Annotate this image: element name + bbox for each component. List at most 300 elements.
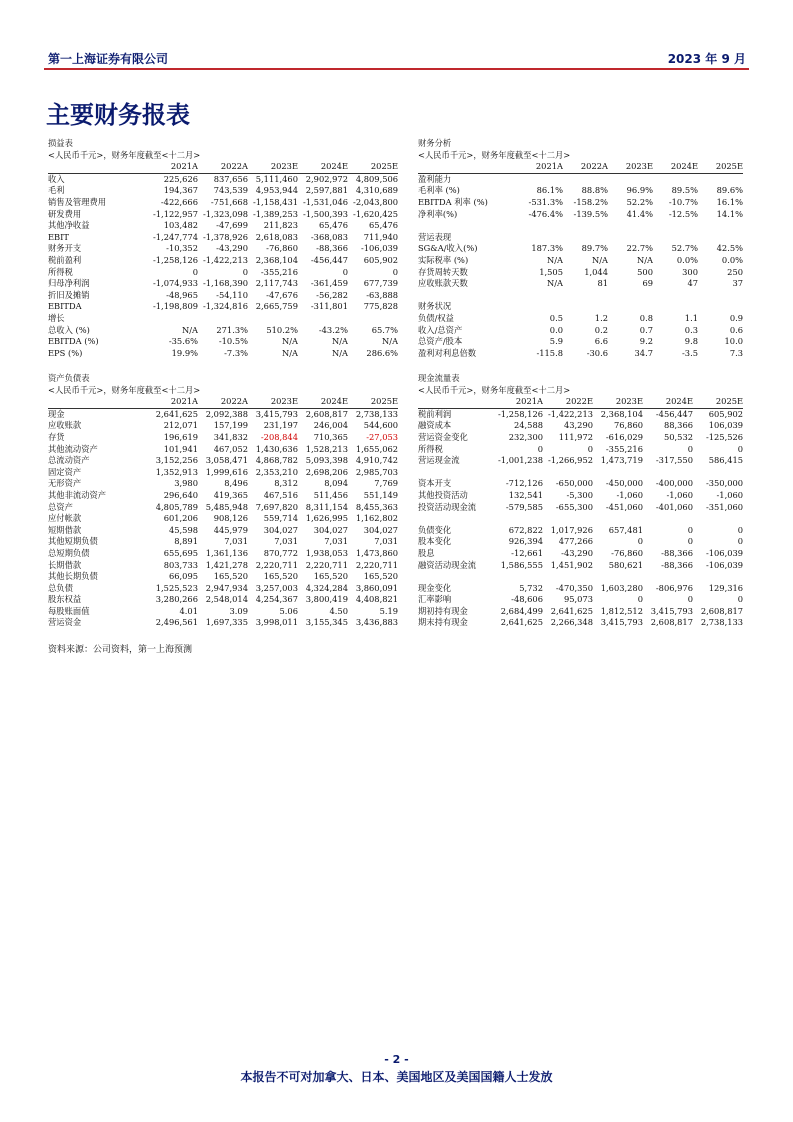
row-label: 应收账款 [48,420,82,431]
table-row [418,220,743,232]
cell-value: 69 [642,278,653,289]
table-row [48,301,398,313]
row-label: 财务状况 [418,301,452,312]
cell-value: -47,699 [216,220,248,231]
cell-value: -76,860 [266,243,298,254]
table-row [418,467,743,479]
cell-value [593,513,643,525]
cell-value [653,301,698,313]
cell-value: 43,290 [563,420,593,431]
cell-value: 0 [737,594,744,605]
table-row [418,290,743,302]
row-label: EPS (%) [48,347,83,358]
table-row [418,617,743,629]
cell-value: -456,447 [310,254,348,265]
row-label: 其他净收益 [48,220,90,231]
table-row [418,325,743,337]
cell-value: -43,290 [216,243,248,254]
cell-value: 908,126 [213,513,248,524]
cell-value: 1,938,053 [305,547,348,558]
cell-value: -1,122,957 [152,208,198,219]
cell-value: 2,597,881 [305,185,348,196]
table-row [418,444,743,456]
table-row [418,173,743,185]
cell-value: N/A [636,254,653,265]
cell-value: 8,311,154 [305,501,348,512]
row-label: 存货 [48,431,65,442]
cell-value: 103,482 [163,220,198,231]
year-header: 2024E [653,161,698,173]
cell-value: -63,888 [366,289,399,300]
table-title: 损益表 [48,138,73,148]
cell-value: 4.01 [179,605,198,616]
cell-value [698,232,743,244]
cell-value: -56,282 [316,289,348,300]
table-title: 财务分析 [418,138,452,148]
table-row [418,185,743,197]
cell-value: -106,039 [705,547,744,558]
row-label: 增长 [48,312,65,323]
cell-value: 3,280,266 [155,594,198,605]
cell-value: -1,389,253 [252,208,298,219]
cell-value: 3,415,793 [650,605,693,616]
cell-value: -2,043,800 [353,196,399,207]
cell-value: 8,496 [224,478,248,489]
cell-value: -712,126 [505,478,543,489]
cell-value [693,571,743,583]
cell-value: 10.0 [724,336,744,347]
cell-value: 477,266 [558,536,593,547]
cell-value: 52.2% [626,196,653,207]
cell-value: 0 [737,536,744,547]
table-row [48,313,398,325]
cell-value: 0.5 [549,312,563,323]
cell-value: 0.0% [676,254,698,265]
cell-value: 37 [732,278,744,289]
cell-value: 8,094 [324,478,348,489]
cell-value [493,571,543,583]
header-blank [418,161,518,173]
year-header: 2024E [298,161,348,173]
cell-value: 7,031 [274,536,298,547]
cell-value: 601,206 [163,513,198,524]
table-row [48,209,398,221]
cell-value: 0.2 [594,324,608,335]
cell-value: -751,668 [210,196,248,207]
cell-value: 0.0% [721,254,744,265]
cell-value: -1,060 [716,489,744,500]
header-blank [48,161,148,173]
cell-value: -1,168,390 [202,278,248,289]
cell-value: 2,641,625 [550,605,593,616]
cell-value: 510.2% [266,324,298,335]
cell-value: 2,618,083 [255,231,298,242]
distribution-disclaimer: 本报告不可对加拿大、日本、美国地区及美国国籍人士发放 [240,1070,553,1084]
cell-value: 212,071 [163,420,198,431]
cell-value: 232,300 [508,431,543,442]
cell-value: 66,095 [168,571,198,582]
cell-value: 2,608,817 [305,408,348,419]
cell-value: -311,801 [310,301,348,312]
cell-value: 1,430,636 [255,443,298,454]
cell-value: 0.0 [549,324,563,335]
table-row [48,502,398,514]
cell-value: 0 [687,443,693,454]
cell-value [608,290,653,302]
cell-value: 2,738,133 [700,617,744,628]
cell-value: 711,940 [363,231,399,242]
cell-value: 95,073 [563,594,593,605]
cell-value: 511,456 [313,489,348,500]
table-row [48,243,398,255]
row-label: 现金变化 [418,582,452,593]
row-label: 收入 [48,173,65,184]
cell-value: 2,368,104 [255,254,298,265]
cell-value: 341,832 [213,431,248,442]
row-label: 毛利率 (%) [418,185,460,196]
row-label: 所得税 [418,443,443,454]
cell-value: -1,060 [666,489,693,500]
cell-value: 0.3 [684,324,698,335]
cell-value [518,232,563,244]
cell-value: 300 [682,266,698,277]
table-row [418,513,743,525]
cell-value: 246,004 [313,420,348,431]
table-row [48,606,398,618]
cell-value: N/A [181,324,198,335]
table-row [48,173,398,185]
table-row [418,525,743,537]
cell-value [518,173,563,185]
cell-value: 165,520 [313,571,348,582]
cell-value [643,467,693,479]
table-row [418,209,743,221]
row-label: 税前盈利 [48,254,82,265]
cell-value: 4,805,789 [155,501,198,512]
cell-value: 3,058,471 [205,455,248,466]
cell-value: 0 [587,443,593,454]
year-header: 2022A [563,161,608,173]
cell-value: -400,000 [655,478,693,489]
cell-value: -1,422,213 [547,408,593,419]
table-row [48,432,398,444]
cell-value: 1,586,555 [500,559,543,570]
cell-value: 8,455,363 [355,501,399,512]
row-label: 短期借款 [48,524,82,535]
cell-value [518,220,563,232]
financial-analysis-table [418,138,743,359]
table-row [48,513,398,525]
table-row [48,185,398,197]
table-row [48,571,398,583]
cell-value [543,467,593,479]
table-row [48,336,398,348]
cell-value: 65.7% [371,324,399,335]
year-header: 2025E [348,396,398,408]
table-title: 现金流量表 [418,373,460,383]
cell-value: -1,422,213 [202,254,248,265]
row-label: 现金 [48,408,65,419]
cell-value: 3,155,345 [305,617,348,628]
row-label: EBITDA 利率 (%) [418,196,488,207]
cell-value: 1,017,926 [550,524,593,535]
cell-value: N/A [546,278,563,289]
cell-value: 837,656 [213,173,248,184]
cell-value: 106,039 [708,420,744,431]
cell-value: 187.3% [531,243,563,254]
cell-value: 2,266,348 [550,617,593,628]
cell-value: 65,476 [369,220,399,231]
table-row [48,267,398,279]
cell-value: 194,367 [163,185,198,196]
cell-value [653,173,698,185]
cell-value: 2,947,934 [205,582,248,593]
cell-value: -579,585 [505,501,543,512]
cell-value [698,301,743,313]
cell-value [518,301,563,313]
cell-value: 76,860 [613,420,643,431]
cell-value: 580,621 [608,559,643,570]
cell-value: -27,053 [366,431,399,442]
table-row [418,490,743,502]
table-row [418,478,743,490]
cell-value: 710,365 [313,431,348,442]
table-row [418,548,743,560]
cell-value: 4,408,821 [355,594,399,605]
cell-value: 52.7% [671,243,698,254]
cell-value: 96.9% [626,185,653,196]
cell-value: 605,902 [708,408,744,419]
cell-value: 5,111,460 [255,173,298,184]
cell-value [248,313,298,325]
cell-value: -158.2% [573,196,608,207]
cell-value: 6.6 [594,336,608,347]
row-label: 归母净利润 [48,278,90,289]
cell-value: -1,060 [616,489,643,500]
year-header: 2022A [198,396,248,408]
cell-value: 2,684,499 [500,605,543,616]
cell-value: N/A [591,254,608,265]
report-date: 2023 年 9 月 [667,52,746,66]
cell-value: -88,366 [661,547,693,558]
cell-value: 657,481 [608,524,643,535]
cell-value: 88,366 [663,420,693,431]
cell-value: N/A [281,336,298,347]
cell-value: 1,655,062 [355,443,399,454]
cell-value: -125,526 [705,431,744,442]
cell-value [608,301,653,313]
cell-value: 2,641,625 [500,617,543,628]
table-row [418,232,743,244]
cell-value: 2,985,703 [355,466,399,477]
cell-value: 467,052 [213,443,248,454]
row-label: 其他投资活动 [418,489,468,500]
cell-value: 5,485,948 [205,501,248,512]
cell-value: 1,528,213 [305,443,348,454]
row-label: 负债/权益 [418,312,454,323]
year-header: 2025E [693,396,743,408]
cell-value: 0 [537,443,543,454]
row-label: 总资产/股本 [418,336,463,347]
cell-value: 605,902 [363,254,399,265]
cell-value: 89.7% [581,243,608,254]
row-label: 营运资金变化 [418,431,468,442]
cell-value: 926,394 [508,536,543,547]
year-header: 2025E [348,161,398,173]
cell-value: 24,588 [513,420,543,431]
row-label: 营运表现 [418,231,452,242]
row-label: 营运现金流 [418,455,460,466]
cell-value [148,313,198,325]
cell-value: 231,197 [263,420,298,431]
cell-value: 81 [597,278,608,289]
cell-value [198,313,248,325]
cell-value: 0.9 [729,312,744,323]
cell-value: 1.2 [594,312,608,323]
cell-value: -1,531,046 [302,196,348,207]
cell-value: 304,027 [363,524,399,535]
cell-value: -1,378,926 [202,231,248,242]
cell-value: 2,698,206 [305,466,348,477]
table-row [48,348,398,360]
cell-value: 165,520 [213,571,248,582]
cell-value: 1,999,616 [205,466,248,477]
header-blank [418,396,493,408]
cell-value: 803,733 [163,559,198,570]
cell-value: 14.1% [716,208,744,219]
cell-value [653,290,698,302]
cell-value: -76,860 [611,547,643,558]
row-label: 所得税 [48,266,73,277]
cell-value: 586,415 [708,455,744,466]
cell-value: N/A [331,347,348,358]
row-label: 总资产 [48,501,73,512]
cell-value: 304,027 [263,524,298,535]
cell-value: 2,548,014 [205,594,248,605]
row-label: 营运资金 [48,617,82,628]
cell-value: 86.1% [536,185,563,196]
year-header: 2023E [248,396,298,408]
cell-value: 42.5% [716,243,744,254]
cell-value: 101,941 [163,443,198,454]
cell-value: 2,608,817 [650,617,693,628]
cell-value: -1,247,774 [152,231,198,242]
cell-value: 4,868,782 [255,455,298,466]
row-label: 其他非流动资产 [48,489,107,500]
cell-value: 1,421,278 [205,559,248,570]
page-title: 主要财务报表 [46,101,190,129]
cell-value: N/A [546,254,563,265]
cell-value [563,301,608,313]
table-row [48,255,398,267]
cell-value: 7,031 [324,536,348,547]
cell-value: 211,823 [263,220,298,231]
cell-value: 0 [637,536,643,547]
cell-value: 1,473,719 [600,455,643,466]
table-row [48,278,398,290]
table-row [418,594,743,606]
row-label: 盈利对利息倍数 [418,347,477,358]
row-label: 收入/总资产 [418,324,463,335]
table-row [48,290,398,302]
cell-value: -1,323,098 [202,208,248,219]
cell-value: -451,060 [605,501,643,512]
cell-value: -139.5% [573,208,608,219]
cell-value: 0 [737,443,744,454]
cell-value: 3,152,256 [155,455,198,466]
cell-value: -43.2% [318,324,348,335]
cell-value: 2,665,759 [255,301,298,312]
cell-value: 1,697,335 [205,617,248,628]
cell-value: 0.8 [639,312,653,323]
cell-value: -650,000 [555,478,593,489]
year-header: 2023E [248,161,298,173]
cell-value: N/A [382,336,399,347]
row-label [418,290,518,302]
cell-value: 0 [687,524,693,535]
cell-value: 22.7% [626,243,653,254]
year-header: 2021A [518,161,563,173]
table-row [48,197,398,209]
cell-value [543,513,593,525]
table-row [48,525,398,537]
cell-value: 870,772 [263,547,298,558]
cell-value: -470,350 [555,582,593,593]
table-row [418,313,743,325]
table-row [418,420,743,432]
cell-value [593,467,643,479]
row-label: 股本变化 [418,536,452,547]
cell-value [698,173,743,185]
cell-value: -355,216 [260,266,298,277]
cell-value: 2,496,561 [155,617,198,628]
cell-value: -355,216 [605,443,643,454]
cell-value [563,232,608,244]
cell-value: 743,539 [213,185,248,196]
cell-value: -450,000 [605,478,643,489]
table-unit-note: <人民币千元>，财务年度截至<十二月> [418,149,571,160]
table-row [48,617,398,629]
cell-value: 3,415,793 [255,408,298,419]
cell-value [653,220,698,232]
cell-value: -54,110 [216,289,248,300]
cell-value: 1,626,995 [305,513,348,524]
cell-value: 0 [392,266,399,277]
cell-value: 0 [637,594,643,605]
cell-value: 7.3 [729,347,744,358]
cell-value: 4,254,367 [255,594,298,605]
table-row [48,325,398,337]
cell-value: 2,220,711 [305,559,348,570]
year-header: 2024E [643,396,693,408]
cell-value: 500 [637,266,653,277]
cell-value [543,571,593,583]
table-row [418,336,743,348]
year-header: 2023E [608,161,653,173]
cell-value [563,290,608,302]
cell-value: 129,316 [708,582,744,593]
row-label: 存货周转天数 [418,266,468,277]
cell-value: 34.7 [634,347,653,358]
table-row [418,606,743,618]
cell-value: 445,979 [213,524,248,535]
cell-value: 2,220,711 [255,559,298,570]
cell-value: 3,415,793 [600,617,643,628]
cell-value: 677,739 [363,278,399,289]
cell-value: 4,324,284 [305,582,348,593]
cell-value: -88,366 [316,243,348,254]
row-label: 折旧及摊销 [48,289,90,300]
